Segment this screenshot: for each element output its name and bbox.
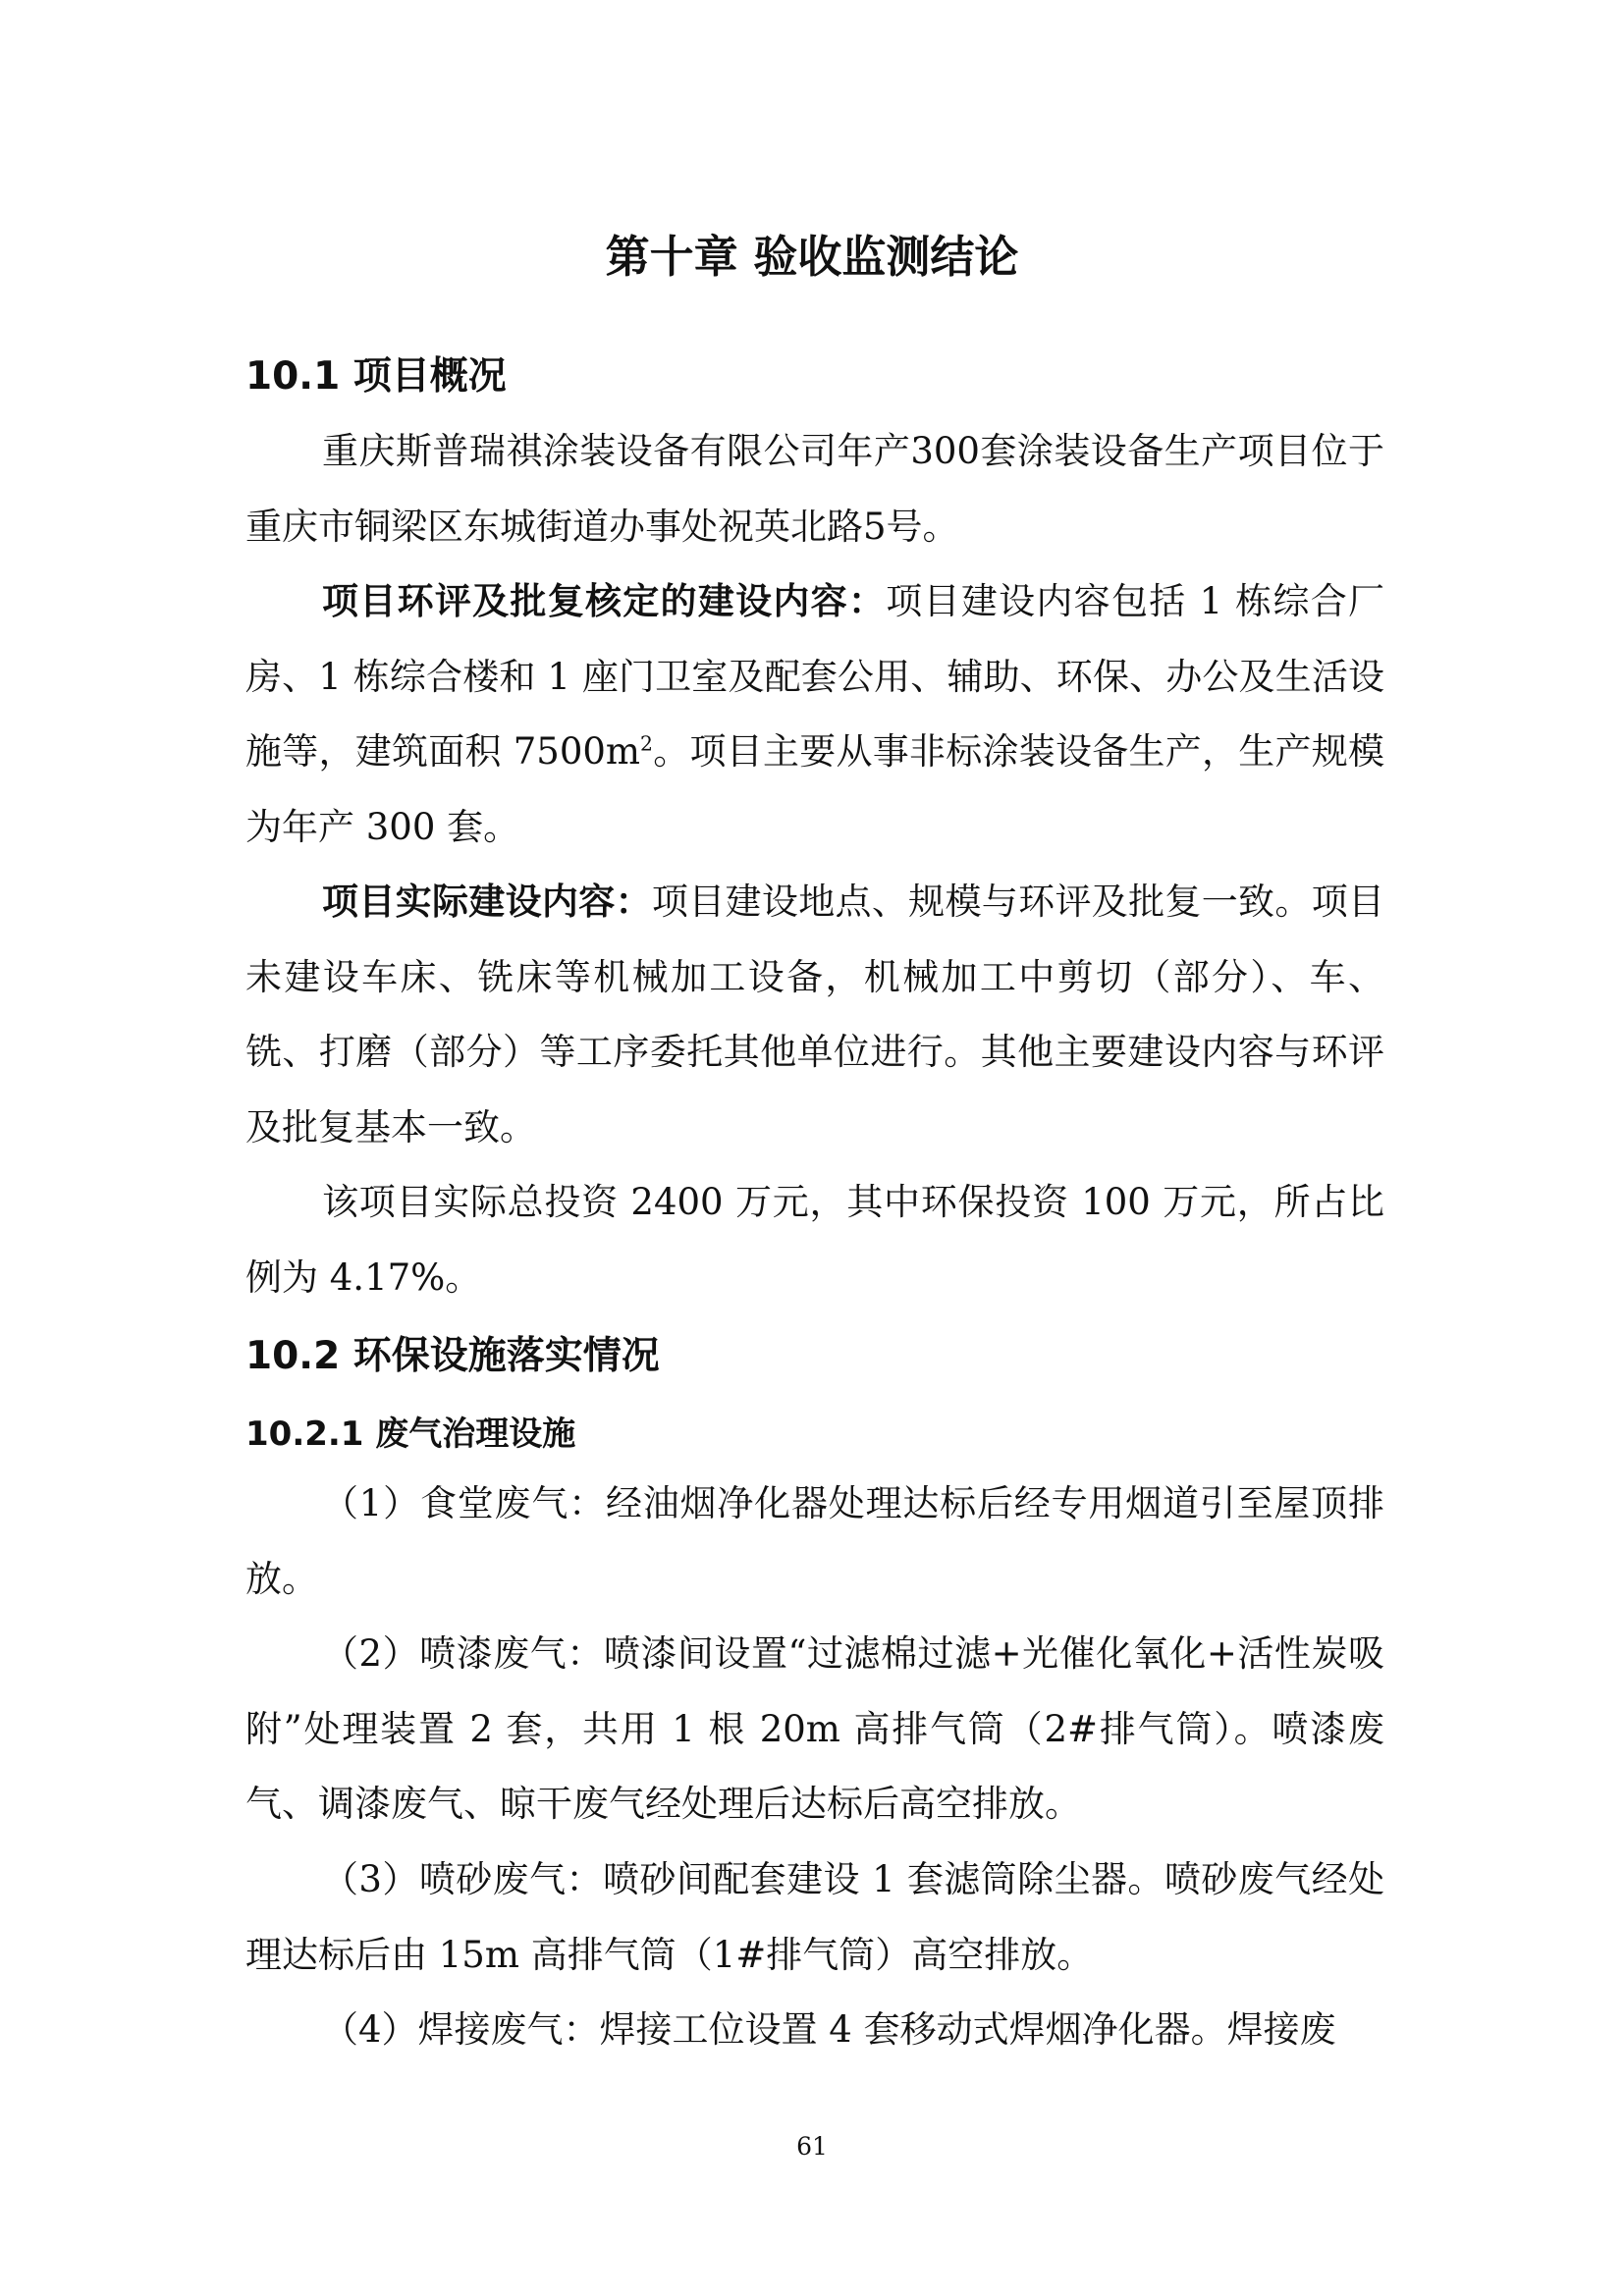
paragraph-approved-content [245, 564, 1384, 865]
chapter-title: 第十章 验收监测结论 [605, 231, 1019, 283]
paragraph-investment: 该项目实际总投资 2400 万元，其中环保投资 100 万元，所占比例为 4.17%。 [245, 1181, 1384, 1299]
approved-content-label: 项目环评及批复核定的建设内容： [322, 580, 887, 622]
section-heading-10-1: 10.1 项目概况 [245, 354, 507, 399]
area-unit-superscript: 2 [640, 731, 653, 756]
list-item-sandblast-exhaust: （3）喷砂废气：喷砂间配套建设 1 套滤筒除尘器。喷砂废气经处理达标后由 15m 高排气筒（1#排气筒）高空排放。 [245, 1858, 1384, 1976]
subsection-heading-10-2-1: 10.2.1 废气治理设施 [245, 1415, 576, 1454]
approved-content-text: 项目建设内容包括 1 栋综合厂房、1 栋综合楼和 1 座门卫室及配套公用、辅助、环保、办公及生活设施等，建筑面积 7500m [245, 580, 1385, 773]
page-number: 61 [796, 2132, 828, 2161]
list-item-welding-exhaust: （4）焊接废气：焊接工位设置 4 套移动式焊烟净化器。焊接废 [322, 2008, 1336, 2051]
list-item-canteen-exhaust: （1）食堂废气：经油烟净化器处理达标后经专用烟道引至屋顶排放。 [245, 1482, 1384, 1600]
list-item-spray-paint-exhaust: （2）喷漆废气：喷漆间设置“过滤棉过滤+光催化氧化+活性炭吸附”处理装置 2 套，共用 1 根 20m 高排气筒（2#排气筒）。喷漆废气、调漆废气、晾干废气经处理后达标后高空排放。 [245, 1632, 1384, 1825]
actual-content-label: 项目实际建设内容： [322, 881, 652, 923]
paragraph-project-location: 重庆斯普瑞祺涂装设备有限公司年产300套涂装设备生产项目位于重庆市铜梁区东城街道办事处祝英北路5号。 [245, 430, 1384, 548]
actual-content-text: 项目建设地点、规模与环评及批复一致。项目未建设车床、铣床等机械加工设备，机械加工中剪切（部分）、车、铣、打磨（部分）等工序委托其他单位进行。其他主要建设内容与环评及批复基本一致。 [245, 881, 1385, 1148]
paragraph-actual-content [245, 865, 1384, 1165]
section-heading-10-2: 10.2 环保设施落实情况 [245, 1334, 660, 1378]
approved-content-text-end: 。项目主要从事非标涂装设备生产，生产规模为年产 300 套。 [245, 730, 1385, 848]
